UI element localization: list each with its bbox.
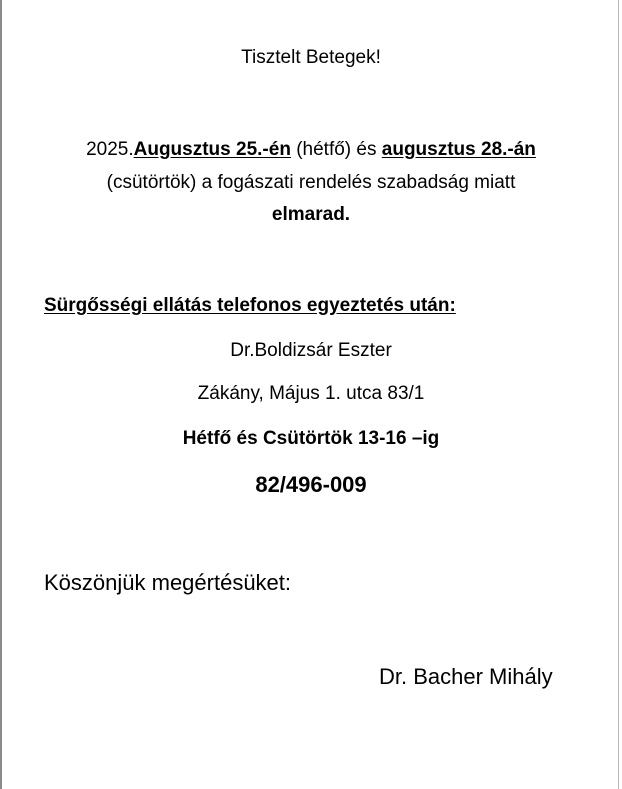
emergency-heading: Sürgősségi ellátás telefonos egyeztetés után: xyxy=(44,295,456,316)
announcement-date-2: augusztus 28.-án xyxy=(381,139,536,160)
announcement-day-1: (hétfő) és xyxy=(290,139,382,160)
announcement-date-1: Augusztus 25.-én xyxy=(133,139,291,160)
thanks-text: Köszönjük megértésüket: xyxy=(44,570,292,595)
announcement-line-3: elmarad. xyxy=(271,204,351,225)
announcement-line-1 xyxy=(0,140,622,159)
emergency-hours: Hétfő és Csütörtök 13-16 –ig xyxy=(182,428,440,449)
emergency-address: Zákány, Május 1. utca 83/1 xyxy=(197,383,425,404)
announcement-year: 2025. xyxy=(86,139,134,160)
signature: Dr. Bacher Mihály xyxy=(379,664,553,689)
emergency-doctor: Dr.Boldizsár Eszter xyxy=(230,340,392,361)
greeting: Tisztelt Betegek! xyxy=(241,47,381,68)
announcement-line-2: (csütörtök) a fogászati rendelés szabadság miatt xyxy=(106,172,516,193)
emergency-phone: 82/496-009 xyxy=(255,472,367,497)
